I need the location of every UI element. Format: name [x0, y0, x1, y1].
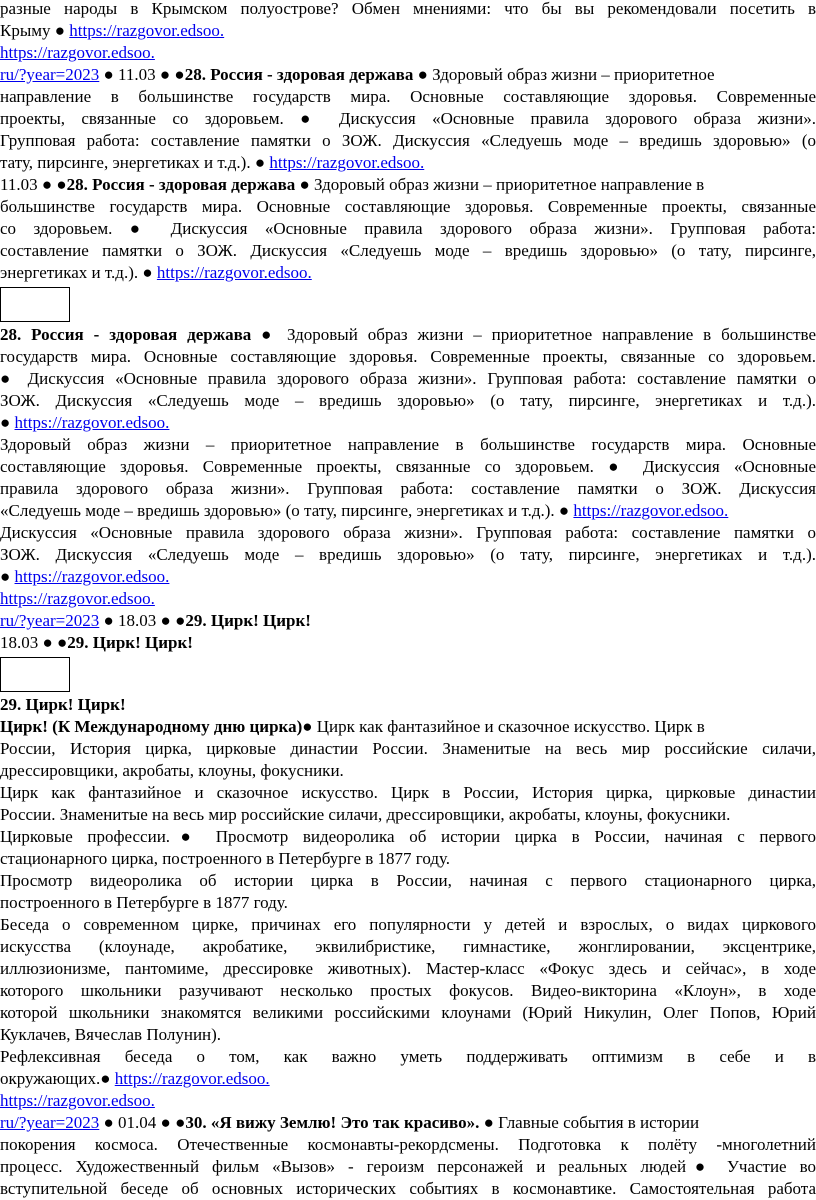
razgovor-link[interactable]: https://razgovor.edsoo. [269, 153, 425, 172]
empty-table-cell [0, 287, 70, 322]
text-line [0, 1090, 816, 1112]
text-line [0, 848, 816, 870]
lesson-title: 30. «Я вижу Землю! Это так красиво». [185, 1113, 480, 1132]
text-line [0, 738, 816, 760]
text-span: ЗОЖ. Дискуссия «Следуешь моде – вредишь здоровью» (о тату, пирсинге, энергетиках и т.д.). [0, 545, 816, 564]
text-line [0, 500, 816, 522]
razgovor-link[interactable]: https://razgovor.edsoo. [156, 263, 312, 282]
text-line [0, 958, 816, 980]
text-line [0, 196, 816, 218]
text-line [0, 1002, 816, 1024]
text-line [0, 368, 816, 390]
razgovor-link[interactable]: https://razgovor.edsoo. [114, 1069, 270, 1088]
lesson-title: 28. Россия - здоровая держава [184, 65, 414, 84]
text-span: России. Знаменитые на весь мир российские силачи, дрессировщики, акробаты, клоуны, фокусники. [0, 805, 731, 824]
text-span: Просмотр видеоролика об истории цирка в России, начиная с первого стационарного цирка, [0, 871, 816, 890]
text-line [0, 240, 816, 262]
text-span: построенного в Петербурге в 1877 году. [0, 893, 288, 912]
text-line [0, 980, 816, 1002]
lesson-title: 29. Цирк! Цирк! [0, 695, 126, 714]
razgovor-link[interactable]: https://razgovor.edsoo. [69, 21, 225, 40]
text-span: России, История цирка, цирковые династии России. Знаменитые на весь мир российские силачи, [0, 739, 816, 758]
text-span: ЗОЖ. Дискуссия «Следуешь моде – вредишь здоровью» (о тату, пирсинге, энергетиках и т.д.). [0, 391, 816, 410]
text-line [0, 174, 816, 196]
text-line [0, 1134, 816, 1156]
text-line [0, 1178, 816, 1200]
text-line [0, 324, 816, 346]
text-span: проекты, связанные со здоровьем. ● Дискуссия «Основные правила здорового образа жизни». [0, 109, 816, 128]
text-line [0, 760, 816, 782]
text-line [0, 870, 816, 892]
text-span: «Следуешь моде – вредишь здоровью» (о тату, пирсинге, энергетиках и т.д.). ● [0, 501, 574, 520]
text-span: составляющие здоровья. Современные проекты, связанные со здоровьем. ● Дискуссия «Основные [0, 457, 816, 476]
text-line [0, 1112, 816, 1134]
razgovor-link[interactable]: ru/?year=2023 [0, 65, 100, 84]
text-span: ● Цирк как фантазийное и сказочное искусство. Цирк в [302, 717, 705, 736]
text-span: процесс. Художественный фильм «Вызов» - героизм персонажей и реальных людей● Участие во [0, 1157, 816, 1176]
razgovor-link[interactable]: https://razgovor.edsoo. [0, 589, 155, 608]
razgovor-link[interactable]: https://razgovor.edsoo. [14, 567, 170, 586]
text-span: разные народы в Крымском полуострове? Обмен мнениями: что бы вы рекомендовали посетить в [0, 0, 816, 18]
text-line [0, 588, 816, 610]
text-span: искусства (клоунаде, акробатике, эквилибристике, гимнастике, жонглировании, эксцентрике, [0, 937, 816, 956]
text-line [0, 412, 816, 434]
text-line [0, 152, 816, 174]
text-span: покорения космоса. Отечественные космонавты-рекордсмены. Подготовка к полёту -многолетний [0, 1135, 816, 1154]
text-line [0, 826, 816, 848]
text-span: ● 18.03 ● ● [99, 611, 186, 630]
text-span: большинстве государств мира. Основные составляющие здоровья. Современные проекты, связанные [0, 197, 816, 216]
text-line [0, 1024, 816, 1046]
text-line [0, 936, 816, 958]
text-span: направление в большинстве государств мира. Основные составляющие здоровья. Современные [0, 87, 816, 106]
text-span: ● Дискуссия «Основные правила здорового образа жизни». Групповая работа: составление памятки о [0, 369, 816, 388]
text-span: со здоровьем. ● Дискуссия «Основные правила здорового образа жизни». Групповая работа: [0, 219, 816, 238]
text-line [0, 218, 816, 240]
text-span: энергетиках и т.д.). ● [0, 263, 157, 282]
razgovor-link[interactable]: https://razgovor.edsoo. [0, 1091, 155, 1110]
text-span: ● [0, 567, 15, 586]
text-span: Здоровый образ жизни – приоритетное направление в большинстве государств мира. Основные [0, 435, 816, 454]
lesson-title: Цирк! (К Международному дню цирка) [0, 717, 303, 736]
text-span: ● 11.03 ● ● [99, 65, 185, 84]
text-line [0, 108, 816, 130]
text-span: правила здорового образа жизни». Групповая работа: составление памятки о ЗОЖ. Дискуссия [0, 479, 816, 498]
text-line [0, 390, 816, 412]
text-span: дрессировщики, акробаты, клоуны, фокусники. [0, 761, 344, 780]
text-line [0, 892, 816, 914]
text-line [0, 64, 816, 86]
text-span: ● Здоровый образ жизни – приоритетное направление в большинстве [251, 325, 816, 344]
text-line [0, 346, 816, 368]
text-line [0, 632, 816, 654]
razgovor-link[interactable]: ru/?year=2023 [0, 1113, 100, 1132]
text-line [0, 544, 816, 566]
lesson-title: 28. Россия - здоровая держава [0, 325, 252, 344]
text-line [0, 1156, 816, 1178]
text-span: Беседа о современном цирке, причинах его популярности у детей и взрослых, о видах циркового [0, 915, 816, 934]
text-span: Групповая работа: составление памятки о ЗОЖ. Дискуссия «Следуешь моде – вредишь здоровью» (о [0, 131, 816, 150]
razgovor-link[interactable]: ru/?year=2023 [0, 611, 100, 630]
text-span: ● 01.04 ● ● [99, 1113, 186, 1132]
text-span: Цирковые профессии.● Просмотр видеоролика об истории цирка в России, начиная с первого [0, 827, 816, 846]
text-span: 18.03 ● ● [0, 633, 68, 652]
razgovor-link[interactable]: https://razgovor.edsoo. [0, 43, 155, 62]
text-span: окружающих.● [0, 1069, 115, 1088]
text-line [0, 716, 816, 738]
text-span: Дискуссия «Основные правила здорового образа жизни». Групповая работа: составление памятки о [0, 523, 816, 542]
text-span: стационарного цирка, построенного в Петербурге в 1877 году. [0, 849, 451, 868]
text-line [0, 610, 816, 632]
text-line [0, 1046, 816, 1068]
text-line [0, 914, 816, 936]
text-line [0, 522, 816, 544]
text-line [0, 262, 816, 284]
text-span: Рефлексивная беседа о том, как важно уметь поддерживать оптимизм в себе и в [0, 1047, 816, 1066]
text-span: которой школьники знакомятся великими российскими клоунами (Юрий Никулин, Олег Попов, Юрий [0, 1003, 816, 1022]
text-span: государств мира. Основные составляющие здоровья. Современные проекты, связанные со здоровьем. [0, 347, 816, 366]
text-span: Крыму ● [0, 21, 70, 40]
text-line [0, 42, 816, 64]
text-line [0, 86, 816, 108]
lesson-title: 29. Цирк! Цирк! [67, 633, 193, 652]
text-line [0, 0, 816, 20]
text-line [0, 1068, 816, 1090]
lesson-title: 28. Россия - здоровая держава [66, 175, 296, 194]
text-span: составление памятки о ЗОЖ. Дискуссия «Следуешь моде – вредишь здоровью» (о тату, пирсинге, [0, 241, 816, 260]
text-span: вступительной беседе об основных исторических событиях в космонавтике. Самостоятельная работа [0, 1179, 816, 1198]
text-span: которого школьники разучивают несколько простых фокусов. Видео-викторина «Клоун», в ходе [0, 981, 816, 1000]
text-line [0, 694, 816, 716]
text-line [0, 782, 816, 804]
razgovor-link[interactable]: https://razgovor.edsoo. [573, 501, 729, 520]
text-span: ● [0, 413, 15, 432]
text-span: Куклачев, Вячеслав Полунин). [0, 1025, 222, 1044]
text-line [0, 434, 816, 456]
text-line [0, 456, 816, 478]
text-span: иллюзионизме, пантомиме, дрессировке животных). Мастер-класс «Фокус здесь и сейчас», в ходе [0, 959, 816, 978]
text-line [0, 804, 816, 826]
text-line [0, 478, 816, 500]
text-line [0, 130, 816, 152]
text-span: 11.03 ● ● [0, 175, 67, 194]
text-line [0, 20, 816, 42]
razgovor-link[interactable]: https://razgovor.edsoo. [14, 413, 170, 432]
text-span: ● Главные события в истории [479, 1113, 700, 1132]
text-span: ● Здоровый образ жизни – приоритетное направление в [295, 175, 705, 194]
empty-table-cell [0, 657, 70, 692]
text-line [0, 566, 816, 588]
text-span: тату, пирсинге, энергетиках и т.д.). ● [0, 153, 270, 172]
lesson-title: 29. Цирк! Цирк! [185, 611, 311, 630]
text-span: ● Здоровый образ жизни – приоритетное [413, 65, 715, 84]
text-span: Цирк как фантазийное и сказочное искусство. Цирк в России, История цирка, цирковые династии [0, 783, 816, 802]
